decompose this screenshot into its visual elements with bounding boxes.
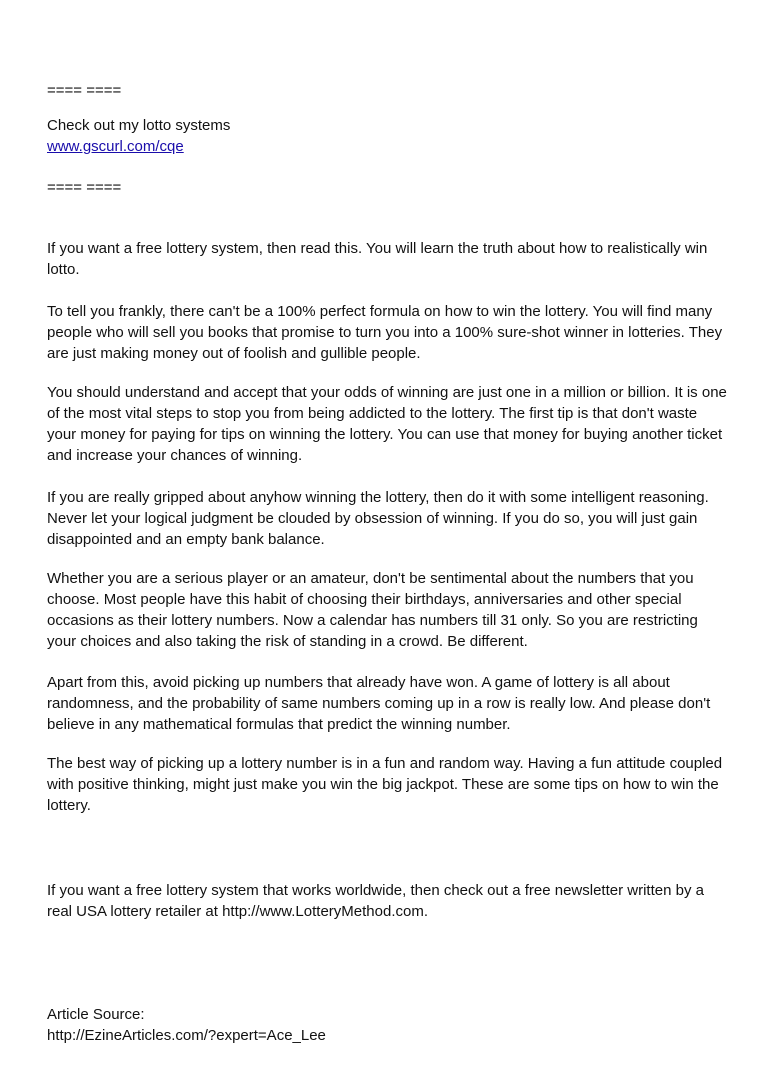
promo-text: Check out my lotto systems [47, 117, 231, 134]
paragraph-7: The best way of picking up a lottery number is in a fun and random way. Having a fun attitude coupled with positive thinking, might just make you win the big jackpot. These are some tips on how to win the lottery. [47, 755, 723, 814]
separator-top: ==== ==== [47, 82, 122, 99]
paragraph-4: If you are really gripped about anyhow winning the lottery, then do it with some intelligent reasoning. Never let your logical judgment be clouded by obsession of winning. If you do so, you will just gain disappointed and an empty bank balance. [47, 489, 709, 548]
paragraph-1: If you want a free lottery system, then read this. You will learn the truth about how to realistically win lotto. [47, 240, 708, 278]
separator-bottom: ==== ==== [47, 179, 122, 196]
author-box: If you want a free lottery system that works worldwide, then check out a free newsletter written by a real USA lottery retailer at http://www.LotteryMethod.com. [47, 882, 704, 920]
paragraph-6: Apart from this, avoid picking up numbers that already have won. A game of lottery is all about randomness, and the probability of same numbers coming up in a row is really low. And please don't believe in any mathematical formulas that predict the winning number. [47, 674, 711, 733]
promo-link[interactable]: www.gscurl.com/cqe [47, 138, 184, 155]
source-label: Article Source: [47, 1006, 145, 1023]
paragraph-2: To tell you frankly, there can't be a 100% perfect formula on how to win the lottery. You will find many people who will sell you books that promise to turn you into a 100% sure-shot winner in lotteries. They are just making money out of foolish and gullible people. [47, 303, 723, 362]
source-url[interactable]: http://EzineArticles.com/?expert=Ace_Lee [47, 1027, 326, 1044]
paragraph-3: You should understand and accept that your odds of winning are just one in a million or billion. It is one of the most vital steps to stop you from being addicted to the lottery. The first tip is that don't waste your money for paying for tips on winning the lottery. You can use that money for buying another ticket and increase your chances of winning. [47, 384, 727, 464]
paragraph-5: Whether you are a serious player or an amateur, don't be sentimental about the numbers that you choose. Most people have this habit of choosing their birthdays, anniversaries and other special occasions as their lottery numbers. Now a calendar has numbers till 31 only. So you are restricting your choices and also taking the risk of standing in a crowd. Be different. [47, 570, 698, 650]
